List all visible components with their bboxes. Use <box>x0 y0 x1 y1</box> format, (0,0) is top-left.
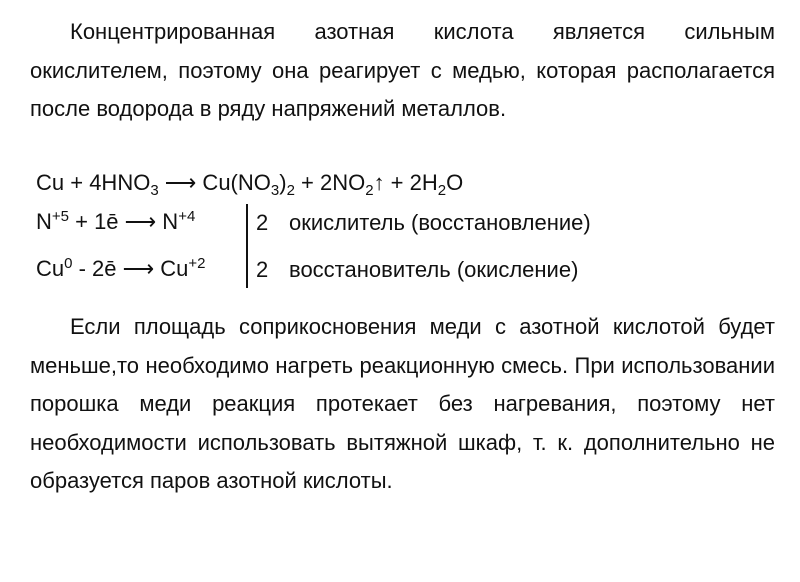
eq-subscript: 2 <box>437 182 447 199</box>
eq-part: ↑ + 2H <box>373 170 438 195</box>
eq-subscript: 2 <box>286 182 295 199</box>
hr-right-charge: +2 <box>188 255 206 272</box>
hr-left-charge: +5 <box>51 208 69 225</box>
half-reaction-oxidation <box>36 255 206 282</box>
eq-subscript: 2 <box>365 182 374 199</box>
hr-mid: + 1ē ⟶ N <box>69 209 179 234</box>
eq-part: + 2NO <box>294 170 366 195</box>
coefficient-reduction: 2 <box>256 210 269 235</box>
eq-part: Cu <box>36 170 65 195</box>
eq-subscript: 3 <box>150 182 159 199</box>
eq-part: + 4HNO <box>64 170 151 195</box>
role-oxidation: восстановитель (окисление) <box>289 257 579 282</box>
hr-left: Cu <box>36 256 65 281</box>
hr-right-charge: +4 <box>178 208 196 225</box>
hr-left: N <box>36 209 52 234</box>
eq-part: O <box>446 170 464 195</box>
reaction-equation <box>36 168 463 206</box>
half-reaction-reduction <box>36 208 195 235</box>
eq-part: ⟶ Cu(NO <box>158 170 271 195</box>
eq-part: ) <box>279 170 287 195</box>
coefficient-oxidation: 2 <box>256 257 269 282</box>
conclusion-paragraph: Если площадь соприкосновения меди с азотной кислотой будет меньше,то необходимо нагреть реакционную смесь. При использовании порошка меди реакция протекает без нагревания, поэтому нет необходимости использовать вытяжной шкаф, т. к. дополнительно не образуется паров азотной кислоты. <box>30 314 775 493</box>
hr-left-charge: 0 <box>64 255 73 272</box>
role-reduction: окислитель (восстановление) <box>289 210 591 235</box>
balance-divider-line <box>246 204 248 288</box>
intro-paragraph: Концентрированная азотная кислота является сильным окислителем, поэтому она реагирует с медью, которая располагается после водорода в ряду напряжений металлов. <box>30 19 775 121</box>
hr-mid: - 2ē ⟶ Cu <box>72 256 189 281</box>
eq-subscript: 3 <box>270 182 280 199</box>
